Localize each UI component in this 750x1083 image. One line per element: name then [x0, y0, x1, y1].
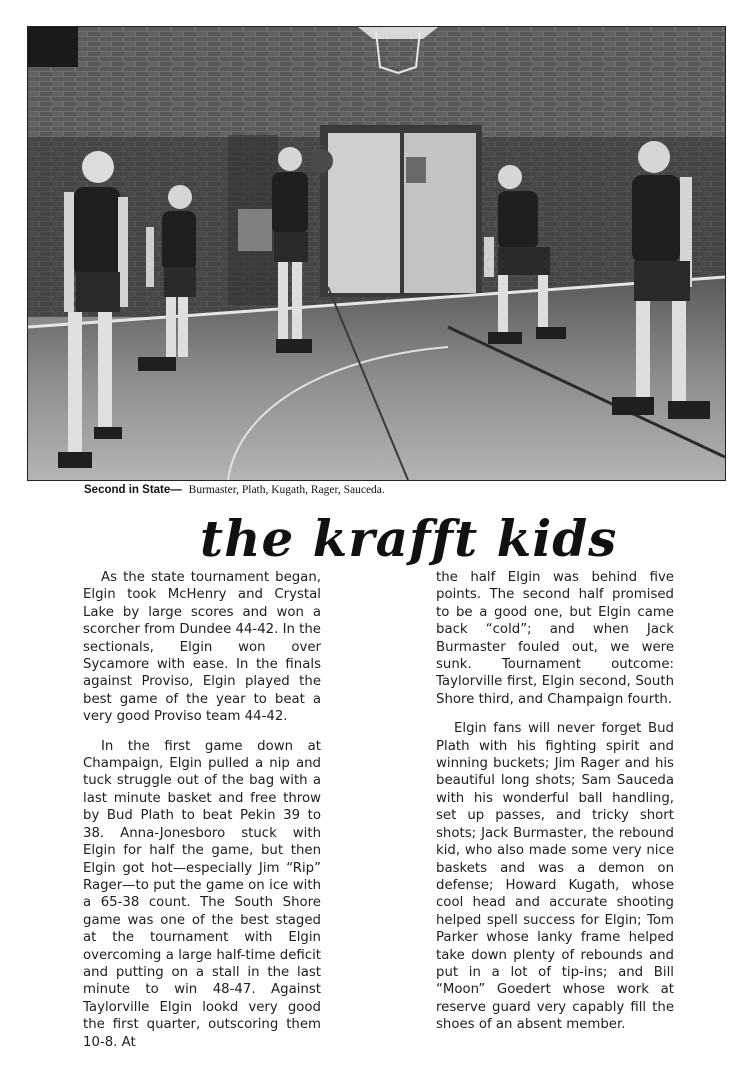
- team-photo: [27, 26, 726, 481]
- article-headline: the krafft kids: [200, 509, 618, 568]
- paragraph: As the state tournament began, Elgin took McHenry and Crystal Lake by large scores and won a scorcher from Dundee 44-42. In the sectionals, Elgin won over Sycamore with ease. In the finals against Proviso, Elgin played the best game of the year to beat a very good Proviso team 44-42.: [83, 570, 321, 725]
- paragraph: the half Elgin was behind five points. The second half promised to be a good one, but Elgin came back “cold”; and when Jack Burmaster fouled out, we were sunk. Tournament outcome: Taylorville first, Elgin second, South Shore third, and Champaign fourth.: [436, 570, 674, 707]
- caption-names: Burmaster, Plath, Kugath, Rager, Sauceda.: [188, 484, 385, 496]
- left-column: [83, 569, 321, 1051]
- paragraph: In the first game down at Champaign, Elgin pulled a nip and tuck struggle out of the bag with a last minute basket and free throw by Bud Plath to beat Pekin 39 to 38. Anna-Jonesboro stuck with Elgin for half the game, but then Elgin got hot—especially Jim “Rip” Rager—to put the game on ice with a 65-38 count. The South Shore game was one of the best staged at the tournament with Elgin overcoming a large half-time deficit and putting on a stall in the last minute to win 48-47. Against Taylorville Elgin lookd very good the first quarter, outscoring them 10-8. At: [83, 738, 321, 1050]
- paragraph: Elgin fans will never forget Bud Plath with his fighting spirit and winning buckets; Jim Rager and his beautiful long shots; Sam Sauceda with his wonderful ball handling, set up passes, and tricky short shots; Jack Burmaster, the rebound kid, who also made some very nice baskets and was a demon on defense; Howard Kugath, whose cool head and accurate shooting helped spell success for Elgin; Tom Parker whose lanky frame helped take down plenty of rebounds and put in a lot of tip-ins; and Bill “Moon” Goedert whose work at reserve guard very capably fill the shoes of an absent member.: [436, 721, 674, 1033]
- caption-lead: Second in State—: [84, 484, 182, 496]
- photo-caption: [84, 484, 704, 496]
- right-column: [436, 569, 674, 1034]
